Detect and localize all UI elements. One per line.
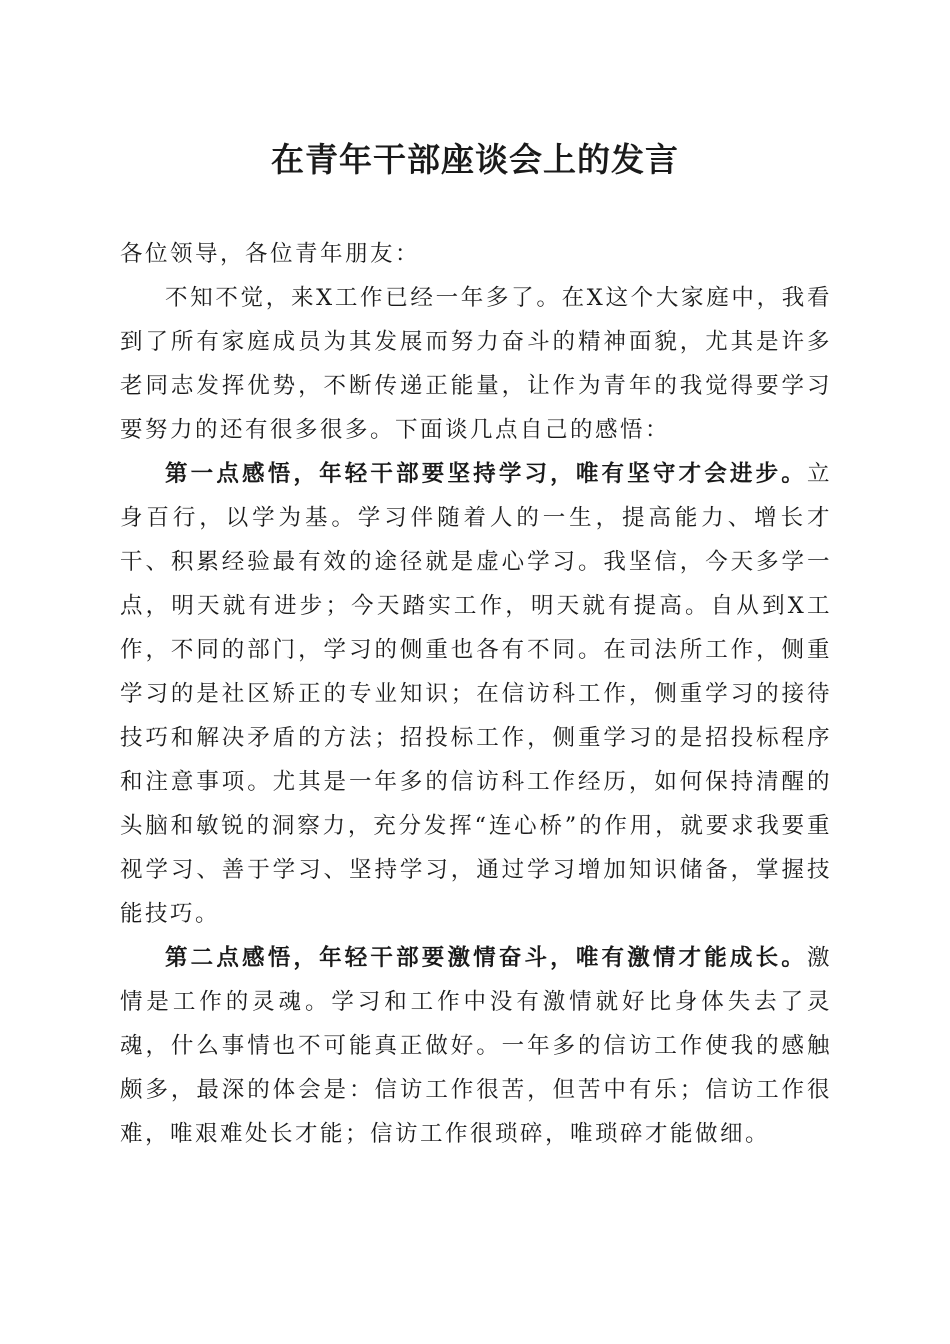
salutation: 各位领导，各位青年朋友： xyxy=(120,241,421,267)
page-title: 在青年干部座谈会上的发言 xyxy=(271,140,679,179)
paragraph-intro-text: 不知不觉，来X工作已经一年多了。在X这个大家庭中，我看到了所有家庭成员为其发展而努力奋斗的精神面貌，尤其是许多老同志发挥优势，不断传递正能量，让作为青年的我觉得要学习要努力的还有很多很多。下面谈几点自己的感悟： xyxy=(120,285,832,443)
paragraph-point-two-heading: 第二点感悟，年轻干部要激情奋斗，唯有激情才能成长。 xyxy=(165,945,807,971)
paragraph-point-one xyxy=(120,452,832,936)
paragraph-intro xyxy=(120,276,832,452)
paragraph-point-two-text: 激情是工作的灵魂。学习和工作中没有激情就好比身体失去了灵魂，什么事情也不可能真正做好。一年多的信访工作使我的感触颇多，最深的体会是：信访工作很苦，但苦中有乐；信访工作很难，唯艰难处长才能；信访工作很琐碎，唯琐碎才能做细。 xyxy=(120,945,832,1147)
paragraph-point-one-heading: 第一点感悟，年轻干部要坚持学习，唯有坚守才会进步。 xyxy=(165,461,807,487)
paragraph-point-one-text: 立身百行，以学为基。学习伴随着人的一生，提高能力、增长才干、积累经验最有效的途径就是虚心学习。我坚信，今天多学一点，明天就有进步；今天踏实工作，明天就有提高。自从到X工作，不同的部门，学习的侧重也各有不同。在司法所工作，侧重学习的是社区矫正的专业知识；在信访科工作，侧重学习的接待技巧和解决矛盾的方法；招投标工作，侧重学习的是招投标程序和注意事项。尤其是一年多的信访科工作经历，如何保持清醒的头脑和敏锐的洞察力，充分发挥“连心桥”的作用，就要求我要重视学习、善于学习、坚持学习，通过学习增加知识储备，掌握技能技巧。 xyxy=(120,461,832,927)
paragraph-point-two xyxy=(120,936,832,1156)
document-body xyxy=(120,232,832,1156)
